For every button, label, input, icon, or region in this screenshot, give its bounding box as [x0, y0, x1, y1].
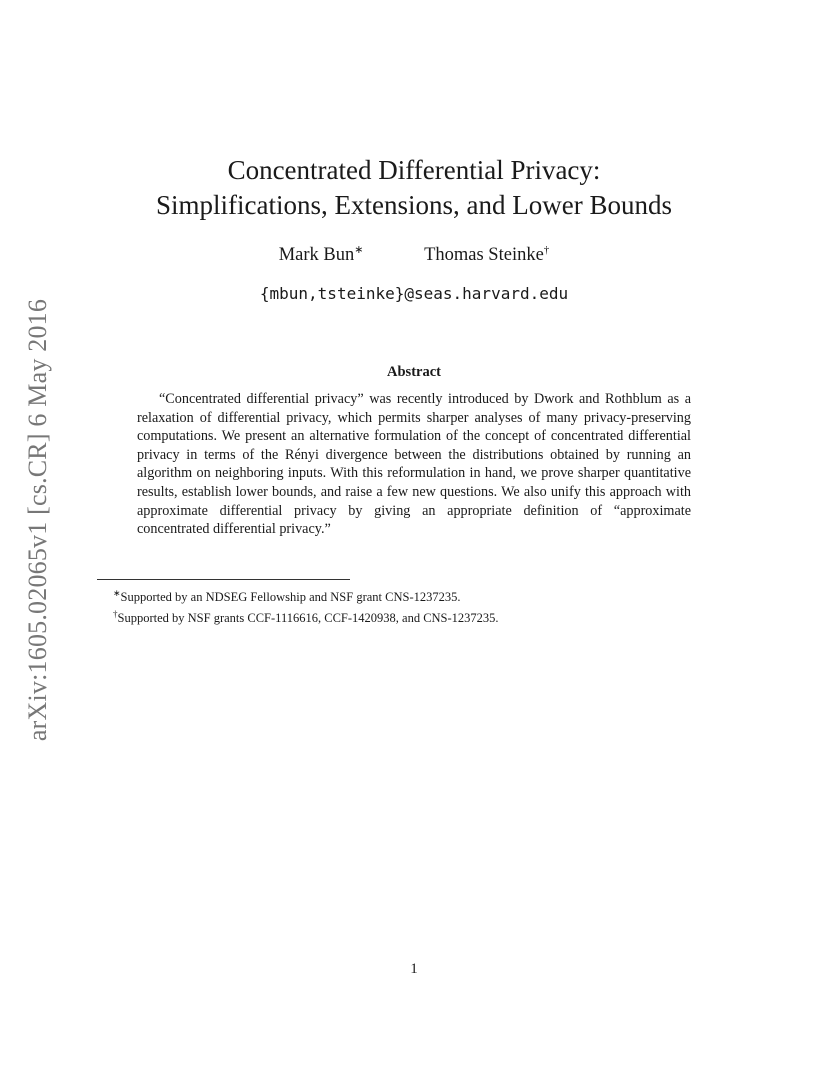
arxiv-side-stamp: arXiv:1605.02065v1 [cs.CR] 6 May 2016: [23, 298, 52, 742]
footnote-rule: [97, 579, 350, 580]
author-email: {mbun,tsteinke}@seas.harvard.edu: [259, 284, 569, 303]
footnotes: [113, 585, 753, 626]
author-1: [279, 243, 364, 266]
abstract-heading: Abstract: [387, 364, 441, 380]
author-2: [424, 244, 549, 266]
footnote-2: [113, 606, 753, 627]
author-name: Thomas Steinke: [424, 245, 544, 266]
footnote-text: Supported by an NDSEG Fellowship and NSF grant CNS-1237235.: [120, 590, 461, 605]
author-name: Mark Bun: [278, 245, 355, 266]
author-footnote-mark: ∗: [354, 244, 364, 256]
footnote-mark: ∗: [113, 588, 121, 598]
footnote-text: Supported by NSF grants CCF-1116616, CCF-1420938, and CNS-1237235.: [117, 610, 499, 625]
abstract-text: “Concentrated differential privacy” was recently introduced by Dwork and Rothblum as a relaxation of differential privacy, which permits sharper analyses of many privacy-preserving computations. We present an alternative formulation of the concept of concentrated differential privacy in terms of the Rényi divergence between the distributions obtained by running an algorithm on neighboring inputs. With this reformulation in hand, we prove sharper quantitative results, establish lower bounds, and raise a few new questions. We also unify this approach with approximate differential privacy by giving an appropriate definition of “approximate concentrated differential privacy.”: [137, 391, 691, 538]
paper-title-line-2: Simplifications, Extensions, and Lower Bounds: [156, 190, 672, 220]
author-footnote-mark: †: [543, 244, 550, 256]
author-list: [0, 243, 828, 266]
footnote-mark: †: [113, 608, 118, 619]
footnote-1: [113, 585, 753, 606]
page-number: 1: [410, 961, 418, 977]
paper-title-line-1: Concentrated Differential Privacy:: [227, 155, 601, 185]
